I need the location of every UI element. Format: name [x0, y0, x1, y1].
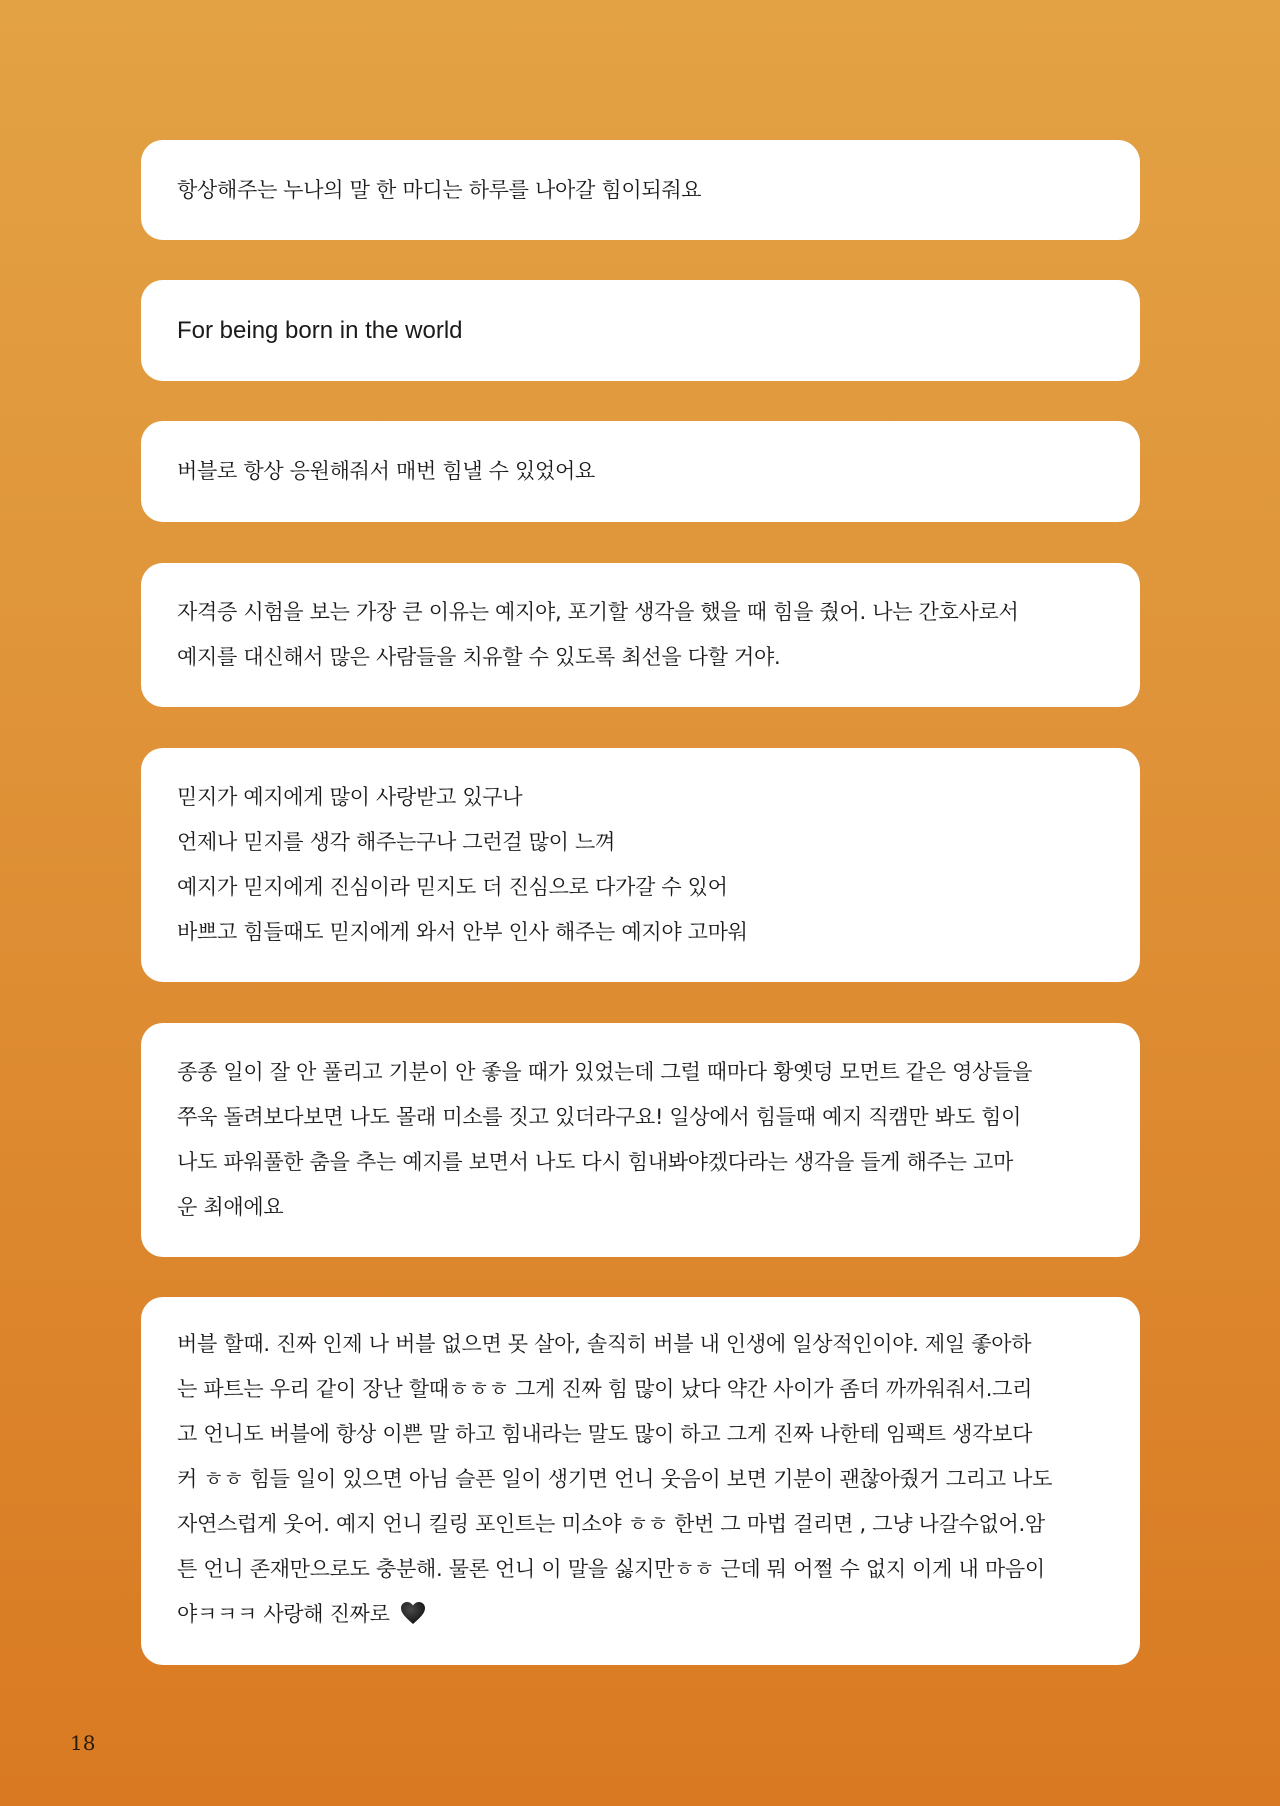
message-line: For being born in the world	[177, 317, 463, 344]
message-line: 믿지가 예지에게 많이 사랑받고 있구나	[177, 785, 523, 809]
message-card-1	[141, 140, 1140, 240]
message-line: 고 언니도 버블에 항상 이쁜 말 하고 힘내라는 말도 많이 하고 그게 진짜 나한테 임팩트 생각보다	[177, 1421, 1033, 1446]
message-line: 예지가 믿지에게 진심이라 믿지도 더 진심으로 다가갈 수 있어	[177, 875, 728, 899]
message-line: 자격증 시험을 보는 가장 큰 이유는 예지야, 포기할 생각을 했을 때 힘을 줬어. 나는 간호사로서	[177, 600, 1019, 624]
message-card-4	[141, 563, 1140, 707]
black-heart-icon	[400, 1596, 426, 1641]
message-card-7	[141, 1297, 1140, 1665]
message-line: 운 최애에요	[177, 1195, 284, 1219]
message-line: 나도 파워풀한 춤을 추는 예지를 보면서 나도 다시 힘내봐야겠다라는 생각을 들게 해주는 고마	[177, 1150, 1013, 1174]
message-card-6	[141, 1023, 1140, 1257]
message-card-3	[141, 421, 1140, 522]
message-line-last	[177, 1592, 1104, 1641]
page-number: 18	[70, 1731, 96, 1755]
message-line: 커 ㅎㅎ 힘들 일이 있으면 아님 슬픈 일이 생기면 언니 웃음이 보면 기분이 괜찮아줬거 그리고 나도	[177, 1466, 1053, 1491]
message-line: 튼 언니 존재만으로도 충분해. 물론 언니 이 말을 싫지만ㅎㅎ 근데 뭐 어쩔 수 없지 이게 내 마음이	[177, 1556, 1045, 1581]
message-line: 바쁘고 힘들때도 믿지에게 와서 안부 인사 해주는 예지야 고마워	[177, 920, 748, 944]
message-line: 언제나 믿지를 생각 해주는구나 그런걸 많이 느껴	[177, 830, 615, 854]
message-line: 자연스럽게 웃어. 예지 언니 킬링 포인트는 미소야 ㅎㅎ 한번 그 마법 걸리면 , 그냥 나갈수없어.암	[177, 1511, 1045, 1536]
message-line: 쭈욱 돌려보다보면 나도 몰래 미소를 짓고 있더라구요! 일상에서 힘들때 예지 직캠만 봐도 힘이	[177, 1105, 1022, 1129]
message-line: 예지를 대신해서 많은 사람들을 치유할 수 있도록 최선을 다할 거야.	[177, 645, 781, 669]
message-line: 항상해주는 누나의 말 한 마디는 하루를 나아갈 힘이되줘요	[177, 177, 702, 202]
message-line: 버블 할때. 진짜 인제 나 버블 없으면 못 살아, 솔직히 버블 내 인생에 일상적인이야. 제일 좋아하	[177, 1331, 1032, 1356]
message-card-5	[141, 748, 1140, 982]
message-card-2	[141, 280, 1140, 381]
message-line: 는 파트는 우리 같이 장난 할때ㅎㅎㅎ 그게 진짜 힘 많이 났다 약간 사이가 좀더 까까워줘서.그리	[177, 1376, 1033, 1401]
message-line: 버블로 항상 응원해줘서 매번 힘낼 수 있었어요	[177, 459, 595, 483]
message-line-text: 야ㅋㅋㅋ 사랑해 진짜로	[177, 1601, 390, 1626]
message-line: 종종 일이 잘 안 풀리고 기분이 안 좋을 때가 있었는데 그럴 때마다 황옛덩 모먼트 같은 영상들을	[177, 1060, 1033, 1084]
